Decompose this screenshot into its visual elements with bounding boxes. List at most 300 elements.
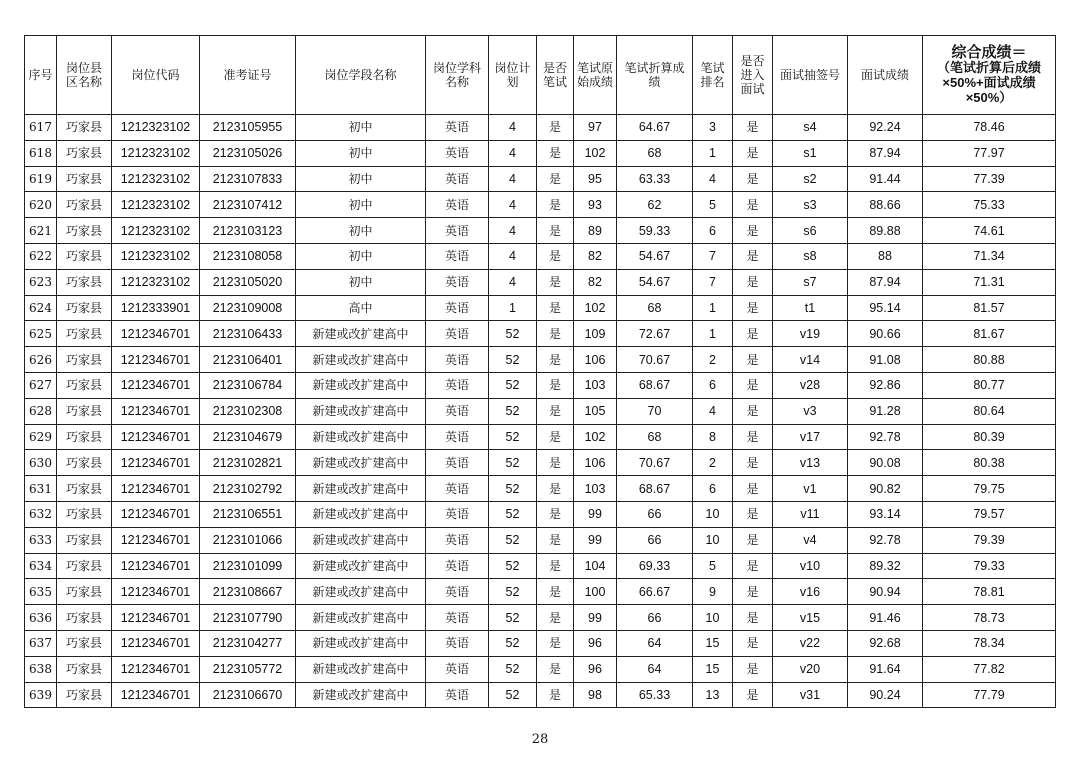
table-cell: 52 xyxy=(489,682,537,708)
table-cell: 新建或改扩建高中 xyxy=(296,476,426,502)
table-cell: 4 xyxy=(693,166,733,192)
table-cell: 62 xyxy=(617,192,693,218)
table-cell: 巧家县 xyxy=(57,476,112,502)
table-row xyxy=(25,269,1056,295)
page-number: 28 xyxy=(531,732,549,747)
table-row xyxy=(25,656,1056,682)
table-cell: 99 xyxy=(574,605,617,631)
table-cell: 89.88 xyxy=(848,218,923,244)
table-cell: 新建或改扩建高中 xyxy=(296,605,426,631)
table-cell: 109 xyxy=(574,321,617,347)
table-cell: 是 xyxy=(733,295,773,321)
column-header-line: 笔试 xyxy=(700,61,725,75)
table-cell: 初中 xyxy=(296,218,426,244)
table-cell: 5 xyxy=(693,192,733,218)
table-cell: 627 xyxy=(25,372,57,398)
table-cell: 4 xyxy=(693,398,733,424)
table-cell: 1212323102 xyxy=(112,166,200,192)
table-cell: 英语 xyxy=(426,192,489,218)
table-cell: 617 xyxy=(25,115,57,141)
table-cell: 78.34 xyxy=(923,630,1056,656)
table-cell: 102 xyxy=(574,295,617,321)
table-cell: 2123101066 xyxy=(200,527,296,553)
table-cell: 64 xyxy=(617,630,693,656)
table-cell: 637 xyxy=(25,630,57,656)
table-cell: 1212346701 xyxy=(112,476,200,502)
table-cell: 是 xyxy=(733,347,773,373)
table-cell: 79.33 xyxy=(923,553,1056,579)
table-cell: 英语 xyxy=(426,398,489,424)
table-cell: 是 xyxy=(537,579,574,605)
table-cell: 是 xyxy=(733,682,773,708)
table-row xyxy=(25,218,1056,244)
table-cell: 66.67 xyxy=(617,579,693,605)
table-cell: 是 xyxy=(733,372,773,398)
table-cell: 4 xyxy=(489,269,537,295)
table-cell: 103 xyxy=(574,476,617,502)
table-cell: 1212346701 xyxy=(112,501,200,527)
table-cell: s1 xyxy=(773,140,848,166)
table-cell: 是 xyxy=(537,424,574,450)
table-row xyxy=(25,321,1056,347)
table-cell: 90.24 xyxy=(848,682,923,708)
table-cell: 巧家县 xyxy=(57,218,112,244)
table-cell: 英语 xyxy=(426,295,489,321)
table-cell: 新建或改扩建高中 xyxy=(296,424,426,450)
table-row xyxy=(25,682,1056,708)
table-cell: 是 xyxy=(733,166,773,192)
table-cell: 巧家县 xyxy=(57,115,112,141)
column-header xyxy=(773,36,848,115)
table-cell: 64.67 xyxy=(617,115,693,141)
table-cell: s2 xyxy=(773,166,848,192)
table-cell: 92.78 xyxy=(848,527,923,553)
table-cell: 52 xyxy=(489,630,537,656)
table-cell: 623 xyxy=(25,269,57,295)
table-cell: 英语 xyxy=(426,630,489,656)
table-cell: v16 xyxy=(773,579,848,605)
table-cell: 是 xyxy=(537,140,574,166)
table-cell: 99 xyxy=(574,527,617,553)
table-cell: 1212346701 xyxy=(112,424,200,450)
table-cell: 是 xyxy=(733,501,773,527)
table-row xyxy=(25,192,1056,218)
table-cell: 633 xyxy=(25,527,57,553)
table-cell: 是 xyxy=(537,656,574,682)
table-cell: 1212323102 xyxy=(112,140,200,166)
table-cell: 95 xyxy=(574,166,617,192)
table-cell: 英语 xyxy=(426,501,489,527)
table-row xyxy=(25,140,1056,166)
table-cell: 是 xyxy=(537,166,574,192)
table-cell: 是 xyxy=(537,347,574,373)
table-cell: 52 xyxy=(489,372,537,398)
column-header-line: 是否 xyxy=(740,54,765,68)
column-header-line: 笔试原 xyxy=(576,61,613,75)
column-header xyxy=(200,36,296,115)
table-cell: 90.66 xyxy=(848,321,923,347)
table-cell: 52 xyxy=(489,656,537,682)
table-row xyxy=(25,398,1056,424)
table-cell: 68 xyxy=(617,295,693,321)
column-header-line: 划 xyxy=(506,75,519,89)
table-cell: 1 xyxy=(693,321,733,347)
table-cell: 98 xyxy=(574,682,617,708)
table-row xyxy=(25,630,1056,656)
table-cell: 是 xyxy=(537,295,574,321)
table-cell: 英语 xyxy=(426,115,489,141)
table-cell: 54.67 xyxy=(617,269,693,295)
table-cell: 是 xyxy=(537,321,574,347)
table-cell: 74.61 xyxy=(923,218,1056,244)
table-cell: 是 xyxy=(537,192,574,218)
table-cell: 新建或改扩建高中 xyxy=(296,321,426,347)
column-header-line: 综合成绩＝ xyxy=(951,44,1027,61)
table-cell: 619 xyxy=(25,166,57,192)
table-cell: 626 xyxy=(25,347,57,373)
table-cell: 91.46 xyxy=(848,605,923,631)
table-cell: v22 xyxy=(773,630,848,656)
column-header-line: 面试 xyxy=(740,82,765,96)
table-cell: 英语 xyxy=(426,218,489,244)
table-cell: 618 xyxy=(25,140,57,166)
table-cell: 71.31 xyxy=(923,269,1056,295)
table-cell: v20 xyxy=(773,656,848,682)
table-cell: 622 xyxy=(25,243,57,269)
table-cell: 英语 xyxy=(426,321,489,347)
table-cell: 英语 xyxy=(426,476,489,502)
table-cell: 635 xyxy=(25,579,57,605)
table-cell: 新建或改扩建高中 xyxy=(296,579,426,605)
table-cell: 2123104679 xyxy=(200,424,296,450)
table-cell: 80.88 xyxy=(923,347,1056,373)
table-cell: 4 xyxy=(489,243,537,269)
table-cell: 是 xyxy=(537,243,574,269)
table-cell: 634 xyxy=(25,553,57,579)
table-cell: 100 xyxy=(574,579,617,605)
table-cell: 2123106670 xyxy=(200,682,296,708)
table-cell: s6 xyxy=(773,218,848,244)
table-cell: 2123109008 xyxy=(200,295,296,321)
table-cell: 52 xyxy=(489,579,537,605)
table-cell: 巧家县 xyxy=(57,682,112,708)
table-cell: 1212346701 xyxy=(112,450,200,476)
table-cell: 初中 xyxy=(296,243,426,269)
table-cell: 96 xyxy=(574,656,617,682)
table-cell: 2123106433 xyxy=(200,321,296,347)
table-cell: 70 xyxy=(617,398,693,424)
table-cell: 8 xyxy=(693,424,733,450)
table-cell: 6 xyxy=(693,372,733,398)
table-cell: 2123103123 xyxy=(200,218,296,244)
table-cell: 77.79 xyxy=(923,682,1056,708)
table-cell: 2123108667 xyxy=(200,579,296,605)
table-cell: 80.77 xyxy=(923,372,1056,398)
table-cell: 2123105955 xyxy=(200,115,296,141)
table-cell: 英语 xyxy=(426,656,489,682)
table-cell: v4 xyxy=(773,527,848,553)
table-cell: 是 xyxy=(537,630,574,656)
table-cell: 88 xyxy=(848,243,923,269)
table-cell: 52 xyxy=(489,605,537,631)
table-cell: 631 xyxy=(25,476,57,502)
table-cell: 4 xyxy=(489,140,537,166)
table-cell: 90.82 xyxy=(848,476,923,502)
table-cell: 英语 xyxy=(426,450,489,476)
table-cell: 2123101099 xyxy=(200,553,296,579)
table-cell: 52 xyxy=(489,398,537,424)
column-header-line: 岗位学科 xyxy=(432,61,481,75)
table-cell: 1 xyxy=(693,295,733,321)
table-cell: 65.33 xyxy=(617,682,693,708)
table-cell: 初中 xyxy=(296,192,426,218)
table-cell: 是 xyxy=(733,656,773,682)
table-cell: 636 xyxy=(25,605,57,631)
table-cell: 2123105020 xyxy=(200,269,296,295)
table-cell: 87.94 xyxy=(848,269,923,295)
table-cell: 新建或改扩建高中 xyxy=(296,527,426,553)
table-cell: 巧家县 xyxy=(57,372,112,398)
table-cell: 2123102308 xyxy=(200,398,296,424)
table-row xyxy=(25,553,1056,579)
table-cell: 巧家县 xyxy=(57,527,112,553)
table-cell: 是 xyxy=(733,476,773,502)
table-cell: 初中 xyxy=(296,269,426,295)
table-cell: 新建或改扩建高中 xyxy=(296,450,426,476)
table-cell: 92.68 xyxy=(848,630,923,656)
column-header-line: 绩 xyxy=(648,75,661,89)
table-cell: 巧家县 xyxy=(57,347,112,373)
table-cell: 3 xyxy=(693,115,733,141)
table-cell: 10 xyxy=(693,605,733,631)
table-cell: 93.14 xyxy=(848,501,923,527)
table-cell: 新建或改扩建高中 xyxy=(296,682,426,708)
table-cell: 89.32 xyxy=(848,553,923,579)
table-cell: 1212346701 xyxy=(112,553,200,579)
table-cell: v11 xyxy=(773,501,848,527)
table-cell: 英语 xyxy=(426,424,489,450)
table-cell: 63.33 xyxy=(617,166,693,192)
table-cell: 92.24 xyxy=(848,115,923,141)
table-cell: 是 xyxy=(537,682,574,708)
table-cell: 52 xyxy=(489,527,537,553)
table-row xyxy=(25,527,1056,553)
column-header-line: ×50%） xyxy=(965,90,1013,105)
table-cell: 104 xyxy=(574,553,617,579)
table-cell: 英语 xyxy=(426,243,489,269)
column-header xyxy=(426,36,489,115)
table-cell: 巧家县 xyxy=(57,579,112,605)
column-header-line: 笔试折算成 xyxy=(624,61,685,75)
table-cell: 是 xyxy=(733,398,773,424)
table-cell: 巧家县 xyxy=(57,295,112,321)
table-cell: 是 xyxy=(733,269,773,295)
table-cell: 2123108058 xyxy=(200,243,296,269)
table-cell: 初中 xyxy=(296,166,426,192)
table-cell: s8 xyxy=(773,243,848,269)
column-header-line: 区名称 xyxy=(65,75,102,89)
table-cell: 632 xyxy=(25,501,57,527)
table-cell: 新建或改扩建高中 xyxy=(296,347,426,373)
table-cell: 91.44 xyxy=(848,166,923,192)
column-header xyxy=(537,36,574,115)
table-cell: 102 xyxy=(574,140,617,166)
table-row xyxy=(25,476,1056,502)
table-cell: 80.38 xyxy=(923,450,1056,476)
table-cell: 15 xyxy=(693,630,733,656)
table-cell: 是 xyxy=(537,553,574,579)
table-cell: 66 xyxy=(617,527,693,553)
table-cell: 2123107790 xyxy=(200,605,296,631)
table-cell: 巧家县 xyxy=(57,553,112,579)
column-header xyxy=(574,36,617,115)
table-cell: 81.57 xyxy=(923,295,1056,321)
column-header xyxy=(617,36,693,115)
table-cell: 巧家县 xyxy=(57,450,112,476)
table-cell: 52 xyxy=(489,476,537,502)
table-cell: 是 xyxy=(733,450,773,476)
table-cell: 是 xyxy=(537,372,574,398)
table-cell: 是 xyxy=(733,115,773,141)
table-cell: 巧家县 xyxy=(57,269,112,295)
table-cell: 是 xyxy=(733,579,773,605)
table-cell: 625 xyxy=(25,321,57,347)
table-cell: 1212346701 xyxy=(112,682,200,708)
table-cell: s7 xyxy=(773,269,848,295)
table-cell: 2123106784 xyxy=(200,372,296,398)
table-row xyxy=(25,166,1056,192)
table-cell: 621 xyxy=(25,218,57,244)
table-cell: 9 xyxy=(693,579,733,605)
table-cell: 是 xyxy=(733,243,773,269)
table-cell: v10 xyxy=(773,553,848,579)
column-header-line: 岗位县 xyxy=(65,61,102,75)
table-cell: 59.33 xyxy=(617,218,693,244)
table-row xyxy=(25,295,1056,321)
table-row xyxy=(25,605,1056,631)
table-cell: 639 xyxy=(25,682,57,708)
table-cell: v17 xyxy=(773,424,848,450)
table-cell: 巧家县 xyxy=(57,140,112,166)
table-cell: 102 xyxy=(574,424,617,450)
table-cell: 70.67 xyxy=(617,347,693,373)
table-row xyxy=(25,424,1056,450)
table-cell: 新建或改扩建高中 xyxy=(296,372,426,398)
table-cell: 1212346701 xyxy=(112,656,200,682)
table-cell: s3 xyxy=(773,192,848,218)
table-cell: 新建或改扩建高中 xyxy=(296,553,426,579)
column-header xyxy=(25,36,57,115)
table-row xyxy=(25,372,1056,398)
table-cell: 是 xyxy=(537,501,574,527)
table-cell: 77.39 xyxy=(923,166,1056,192)
table-cell: 巧家县 xyxy=(57,656,112,682)
column-header-line: （笔试折算后成绩 xyxy=(936,60,1041,75)
table-cell: 54.67 xyxy=(617,243,693,269)
table-cell: 52 xyxy=(489,553,537,579)
column-header-line: 始成绩 xyxy=(576,75,613,89)
table-cell: 52 xyxy=(489,450,537,476)
table-cell: 巧家县 xyxy=(57,192,112,218)
table-cell: 英语 xyxy=(426,166,489,192)
table-cell: 巧家县 xyxy=(57,424,112,450)
table-cell: 是 xyxy=(537,605,574,631)
table-cell: 1 xyxy=(693,140,733,166)
column-header-line: 岗位代码 xyxy=(131,68,180,82)
table-cell: 620 xyxy=(25,192,57,218)
table-cell: 2123105026 xyxy=(200,140,296,166)
table-cell: 68.67 xyxy=(617,372,693,398)
table-cell: 80.39 xyxy=(923,424,1056,450)
column-header-line: 进入 xyxy=(740,68,765,82)
table-cell: 624 xyxy=(25,295,57,321)
column-header-line: 岗位计 xyxy=(494,61,531,75)
table-cell: 巧家县 xyxy=(57,166,112,192)
table-cell: 新建或改扩建高中 xyxy=(296,398,426,424)
table-cell: 是 xyxy=(537,398,574,424)
column-header-line: 是否 xyxy=(542,61,567,75)
table-cell: 是 xyxy=(733,630,773,656)
table-cell: 1212346701 xyxy=(112,630,200,656)
table-cell: 2 xyxy=(693,347,733,373)
table-cell: v1 xyxy=(773,476,848,502)
table-cell: 1212346701 xyxy=(112,347,200,373)
table-cell: t1 xyxy=(773,295,848,321)
column-header-line: 面试成绩 xyxy=(860,68,909,82)
table-row xyxy=(25,347,1056,373)
table-cell: 6 xyxy=(693,476,733,502)
table-cell: 是 xyxy=(537,218,574,244)
table-cell: 1212346701 xyxy=(112,398,200,424)
table-cell: 105 xyxy=(574,398,617,424)
table-cell: 1212346701 xyxy=(112,605,200,631)
table-cell: v14 xyxy=(773,347,848,373)
table-cell: 91.08 xyxy=(848,347,923,373)
table-cell: 106 xyxy=(574,347,617,373)
column-header xyxy=(923,36,1056,115)
column-header-line: 岗位学段名称 xyxy=(324,68,397,82)
table-cell: 巧家县 xyxy=(57,501,112,527)
table-cell: 92.86 xyxy=(848,372,923,398)
table-cell: 英语 xyxy=(426,579,489,605)
table-cell: v19 xyxy=(773,321,848,347)
table-cell: 英语 xyxy=(426,682,489,708)
table-cell: 77.97 xyxy=(923,140,1056,166)
table-cell: 2123102821 xyxy=(200,450,296,476)
table-cell: 66 xyxy=(617,605,693,631)
table-cell: 90.08 xyxy=(848,450,923,476)
column-header-line: 笔试 xyxy=(542,75,567,89)
table-cell: 是 xyxy=(733,140,773,166)
table-cell: v15 xyxy=(773,605,848,631)
table-cell: 是 xyxy=(733,192,773,218)
table-cell: 7 xyxy=(693,269,733,295)
table-cell: 2123107412 xyxy=(200,192,296,218)
table-cell: 1 xyxy=(489,295,537,321)
column-header xyxy=(489,36,537,115)
table-cell: s4 xyxy=(773,115,848,141)
table-cell: 1212346701 xyxy=(112,372,200,398)
table-cell: 88.66 xyxy=(848,192,923,218)
table-cell: 是 xyxy=(733,424,773,450)
table-cell: 巧家县 xyxy=(57,605,112,631)
table-cell: 80.64 xyxy=(923,398,1056,424)
table-cell: 82 xyxy=(574,243,617,269)
table-cell: 72.67 xyxy=(617,321,693,347)
table-cell: 英语 xyxy=(426,527,489,553)
table-cell: 4 xyxy=(489,166,537,192)
table-cell: 2123105772 xyxy=(200,656,296,682)
